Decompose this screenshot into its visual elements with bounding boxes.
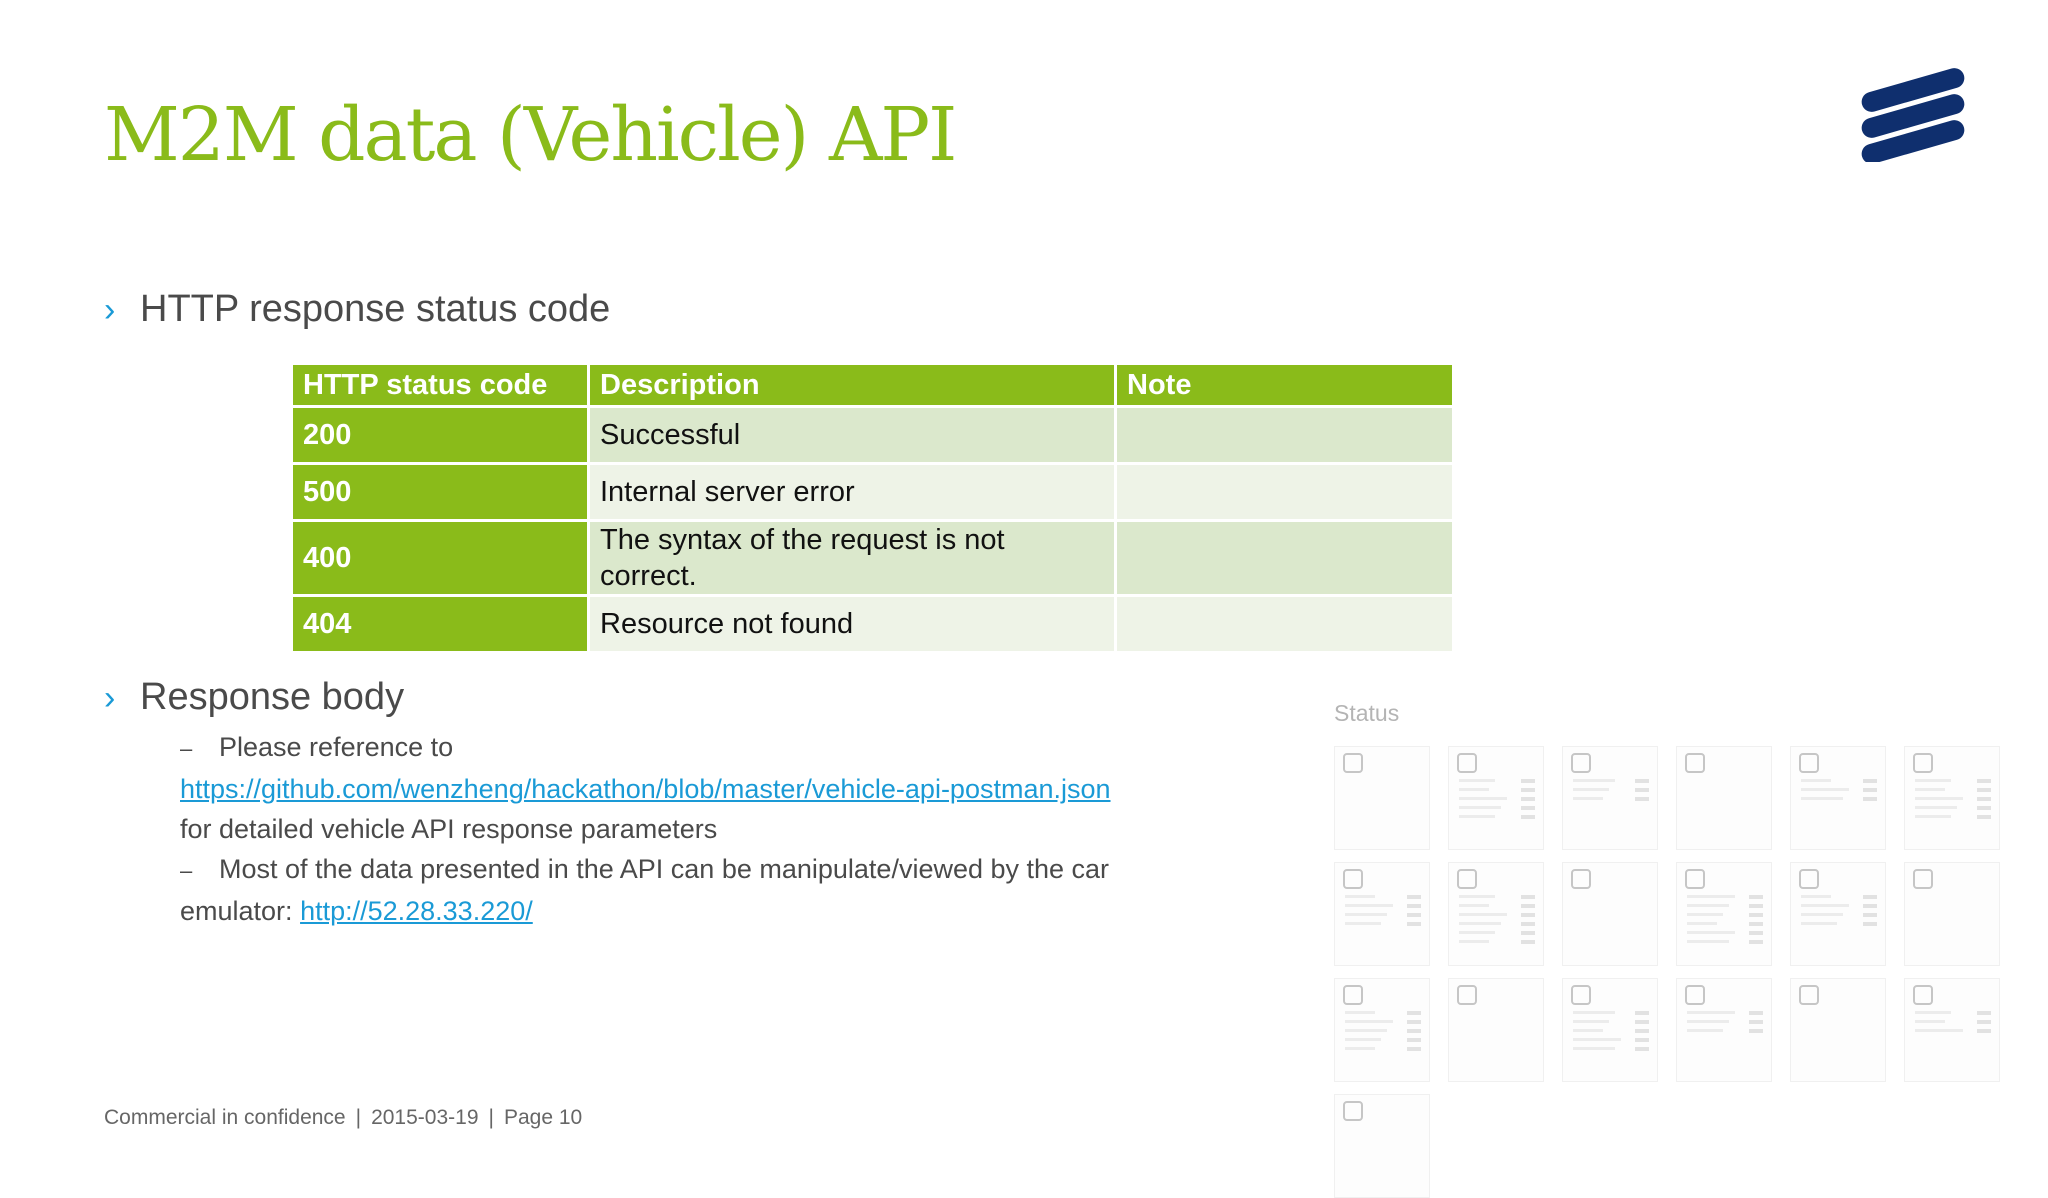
status-tile-icon: [1571, 985, 1591, 1005]
status-tile-icon: [1913, 753, 1933, 773]
footer-page: Page 10: [503, 1106, 583, 1129]
status-tile: [1790, 978, 1886, 1082]
status-tile: [1334, 862, 1430, 966]
status-tile: [1904, 746, 2000, 850]
status-tile-icon: [1685, 869, 1705, 889]
description-cell: Resource not found: [589, 596, 1116, 653]
status-tile: [1904, 978, 2000, 1082]
note-cell: [1116, 521, 1454, 596]
footer-date: 2015-03-19: [371, 1106, 479, 1129]
status-tile-icon: [1799, 869, 1819, 889]
status-tile: [1676, 862, 1772, 966]
status-tile: [1676, 746, 1772, 850]
footer-separator: |: [355, 1106, 362, 1129]
footer-confidentiality: Commercial in confidence: [104, 1106, 346, 1129]
status-code-cell: 404: [292, 596, 589, 653]
status-tile-icon: [1571, 753, 1591, 773]
table-row: [292, 596, 1454, 653]
status-tile-icon: [1913, 985, 1933, 1005]
bullet-text: HTTP response status code: [140, 288, 611, 330]
bullet-chevron-icon: ›: [104, 291, 116, 329]
bullet-http-status: [104, 288, 610, 331]
description-cell: The syntax of the request is not correct.: [589, 521, 1116, 596]
emulator-text: Most of the data presented in the API can be manipulate/viewed by the car: [219, 854, 1110, 884]
status-code-cell: 500: [292, 464, 589, 521]
github-postman-link[interactable]: https://github.com/wenzheng/hackathon/blob/master/vehicle-api-postman.json: [180, 774, 1111, 804]
status-tile: [1448, 862, 1544, 966]
status-tile: [1334, 1094, 1430, 1198]
status-tile: [1562, 862, 1658, 966]
status-tile-icon: [1343, 753, 1363, 773]
note-cell: [1116, 464, 1454, 521]
status-tile: [1562, 978, 1658, 1082]
emulator-link[interactable]: http://52.28.33.220/: [300, 896, 533, 926]
footer: [104, 1106, 582, 1130]
footer-separator: |: [488, 1106, 494, 1129]
status-tile: [1562, 746, 1658, 850]
header-note: Note: [1116, 364, 1454, 407]
dash-marker: –: [180, 736, 193, 761]
ericsson-logo: [1858, 58, 1968, 162]
note-cell: [1116, 596, 1454, 653]
description-cell: Successful: [589, 407, 1116, 464]
table-row: [292, 407, 1454, 464]
status-tile-icon: [1457, 985, 1477, 1005]
status-code-table: [290, 362, 1455, 654]
status-code-cell: 200: [292, 407, 589, 464]
description-cell: Internal server error: [589, 464, 1116, 521]
status-tile: [1790, 746, 1886, 850]
table-row: [292, 521, 1454, 596]
status-tile-icon: [1343, 985, 1363, 1005]
bullet-text: Response body: [140, 676, 405, 718]
status-tile-icon: [1343, 1101, 1363, 1121]
table-row: [292, 464, 1454, 521]
status-tile: [1334, 746, 1430, 850]
status-tile: [1448, 746, 1544, 850]
status-tile: [1676, 978, 1772, 1082]
slide-title: M2M data (Vehicle) API: [104, 92, 956, 178]
status-tile: [1790, 862, 1886, 966]
dash-marker: –: [180, 858, 193, 883]
status-tile-icon: [1685, 985, 1705, 1005]
status-tile-icon: [1685, 753, 1705, 773]
reference-text: Please reference to: [219, 732, 454, 762]
status-tile-icon: [1799, 753, 1819, 773]
status-tile: [1904, 862, 2000, 966]
status-tile-icon: [1343, 869, 1363, 889]
response-body-text: [180, 727, 1140, 931]
status-tile-icon: [1457, 869, 1477, 889]
status-tile-icon: [1571, 869, 1591, 889]
emulator-label: emulator:: [180, 896, 301, 926]
status-tile: [1334, 978, 1430, 1082]
status-tile-icon: [1799, 985, 1819, 1005]
header-description: Description: [589, 364, 1116, 407]
status-code-cell: 400: [292, 521, 589, 596]
status-tile-icon: [1913, 869, 1933, 889]
status-tile-icon: [1457, 753, 1477, 773]
status-screenshot-panel: [1320, 690, 1998, 1152]
header-status-code: HTTP status code: [292, 364, 589, 407]
bullet-chevron-icon: ›: [104, 679, 116, 717]
reference-text-cont: for detailed vehicle API response parameters: [180, 814, 718, 844]
note-cell: [1116, 407, 1454, 464]
bullet-response-body: [104, 676, 404, 719]
status-tile: [1448, 978, 1544, 1082]
status-panel-title: Status: [1334, 700, 1400, 726]
